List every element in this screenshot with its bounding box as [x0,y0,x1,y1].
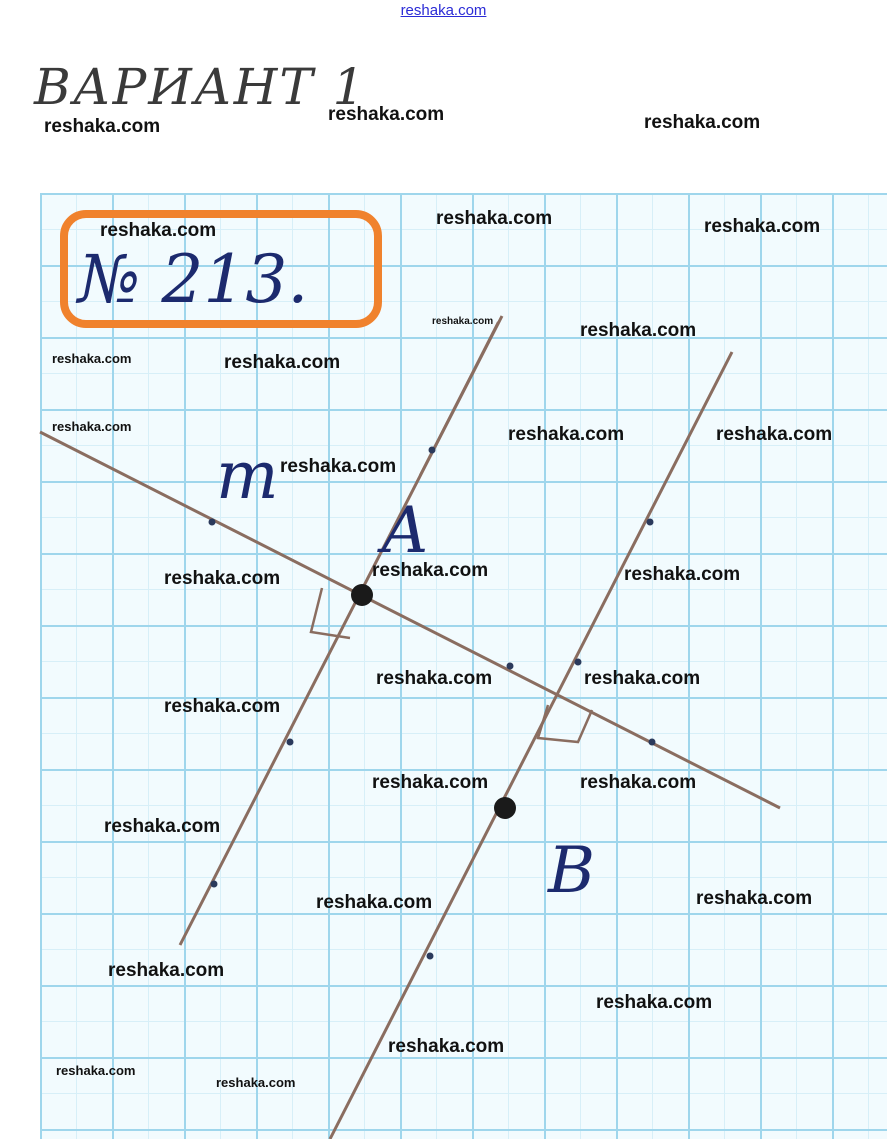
watermark: reshaka.com [108,960,225,981]
watermark: reshaka.com [280,456,397,477]
watermark: reshaka.com [328,104,445,125]
watermark: reshaka.com [644,112,761,133]
watermark: reshaka.com [696,888,813,909]
watermark: reshaka.com [52,419,132,434]
watermark: reshaka.com [388,1036,505,1057]
watermark: reshaka.com [224,352,341,373]
watermark: reshaka.com [596,992,713,1013]
right-angle-mark-a [311,588,350,638]
header-site-link[interactable]: reshaka.com [400,2,487,19]
watermark: reshaka.com [580,320,697,341]
watermark: reshaka.com [508,424,625,445]
watermark: reshaka.com [100,220,217,241]
watermark: reshaka.com [316,892,433,913]
line-m [40,432,780,808]
watermark: reshaka.com [376,668,493,689]
line-m-label: m [216,437,279,514]
watermark: reshaka.com [704,216,821,237]
point-a-label: A [382,494,429,568]
watermark: reshaka.com [164,696,281,717]
point-b [494,797,516,819]
watermark: reshaka.com [372,560,489,581]
problem-number: № 213. [78,241,309,318]
right-angle-mark-b [538,705,592,742]
watermark: reshaka.com [624,564,741,585]
watermark: reshaka.com [580,772,697,793]
watermark: reshaka.com [432,316,494,327]
watermark: reshaka.com [584,668,701,689]
variant-title: ВАРИАНТ 1 [34,58,367,116]
watermark: reshaka.com [216,1075,296,1090]
watermark: reshaka.com [372,772,489,793]
watermark: reshaka.com [52,351,132,366]
point-b-label: B [548,834,596,908]
watermark: reshaka.com [164,568,281,589]
watermark: reshaka.com [56,1063,136,1078]
watermark: reshaka.com [436,208,553,229]
point-a [351,584,373,606]
watermark: reshaka.com [716,424,833,445]
watermark: reshaka.com [104,816,221,837]
watermark: reshaka.com [44,116,161,137]
